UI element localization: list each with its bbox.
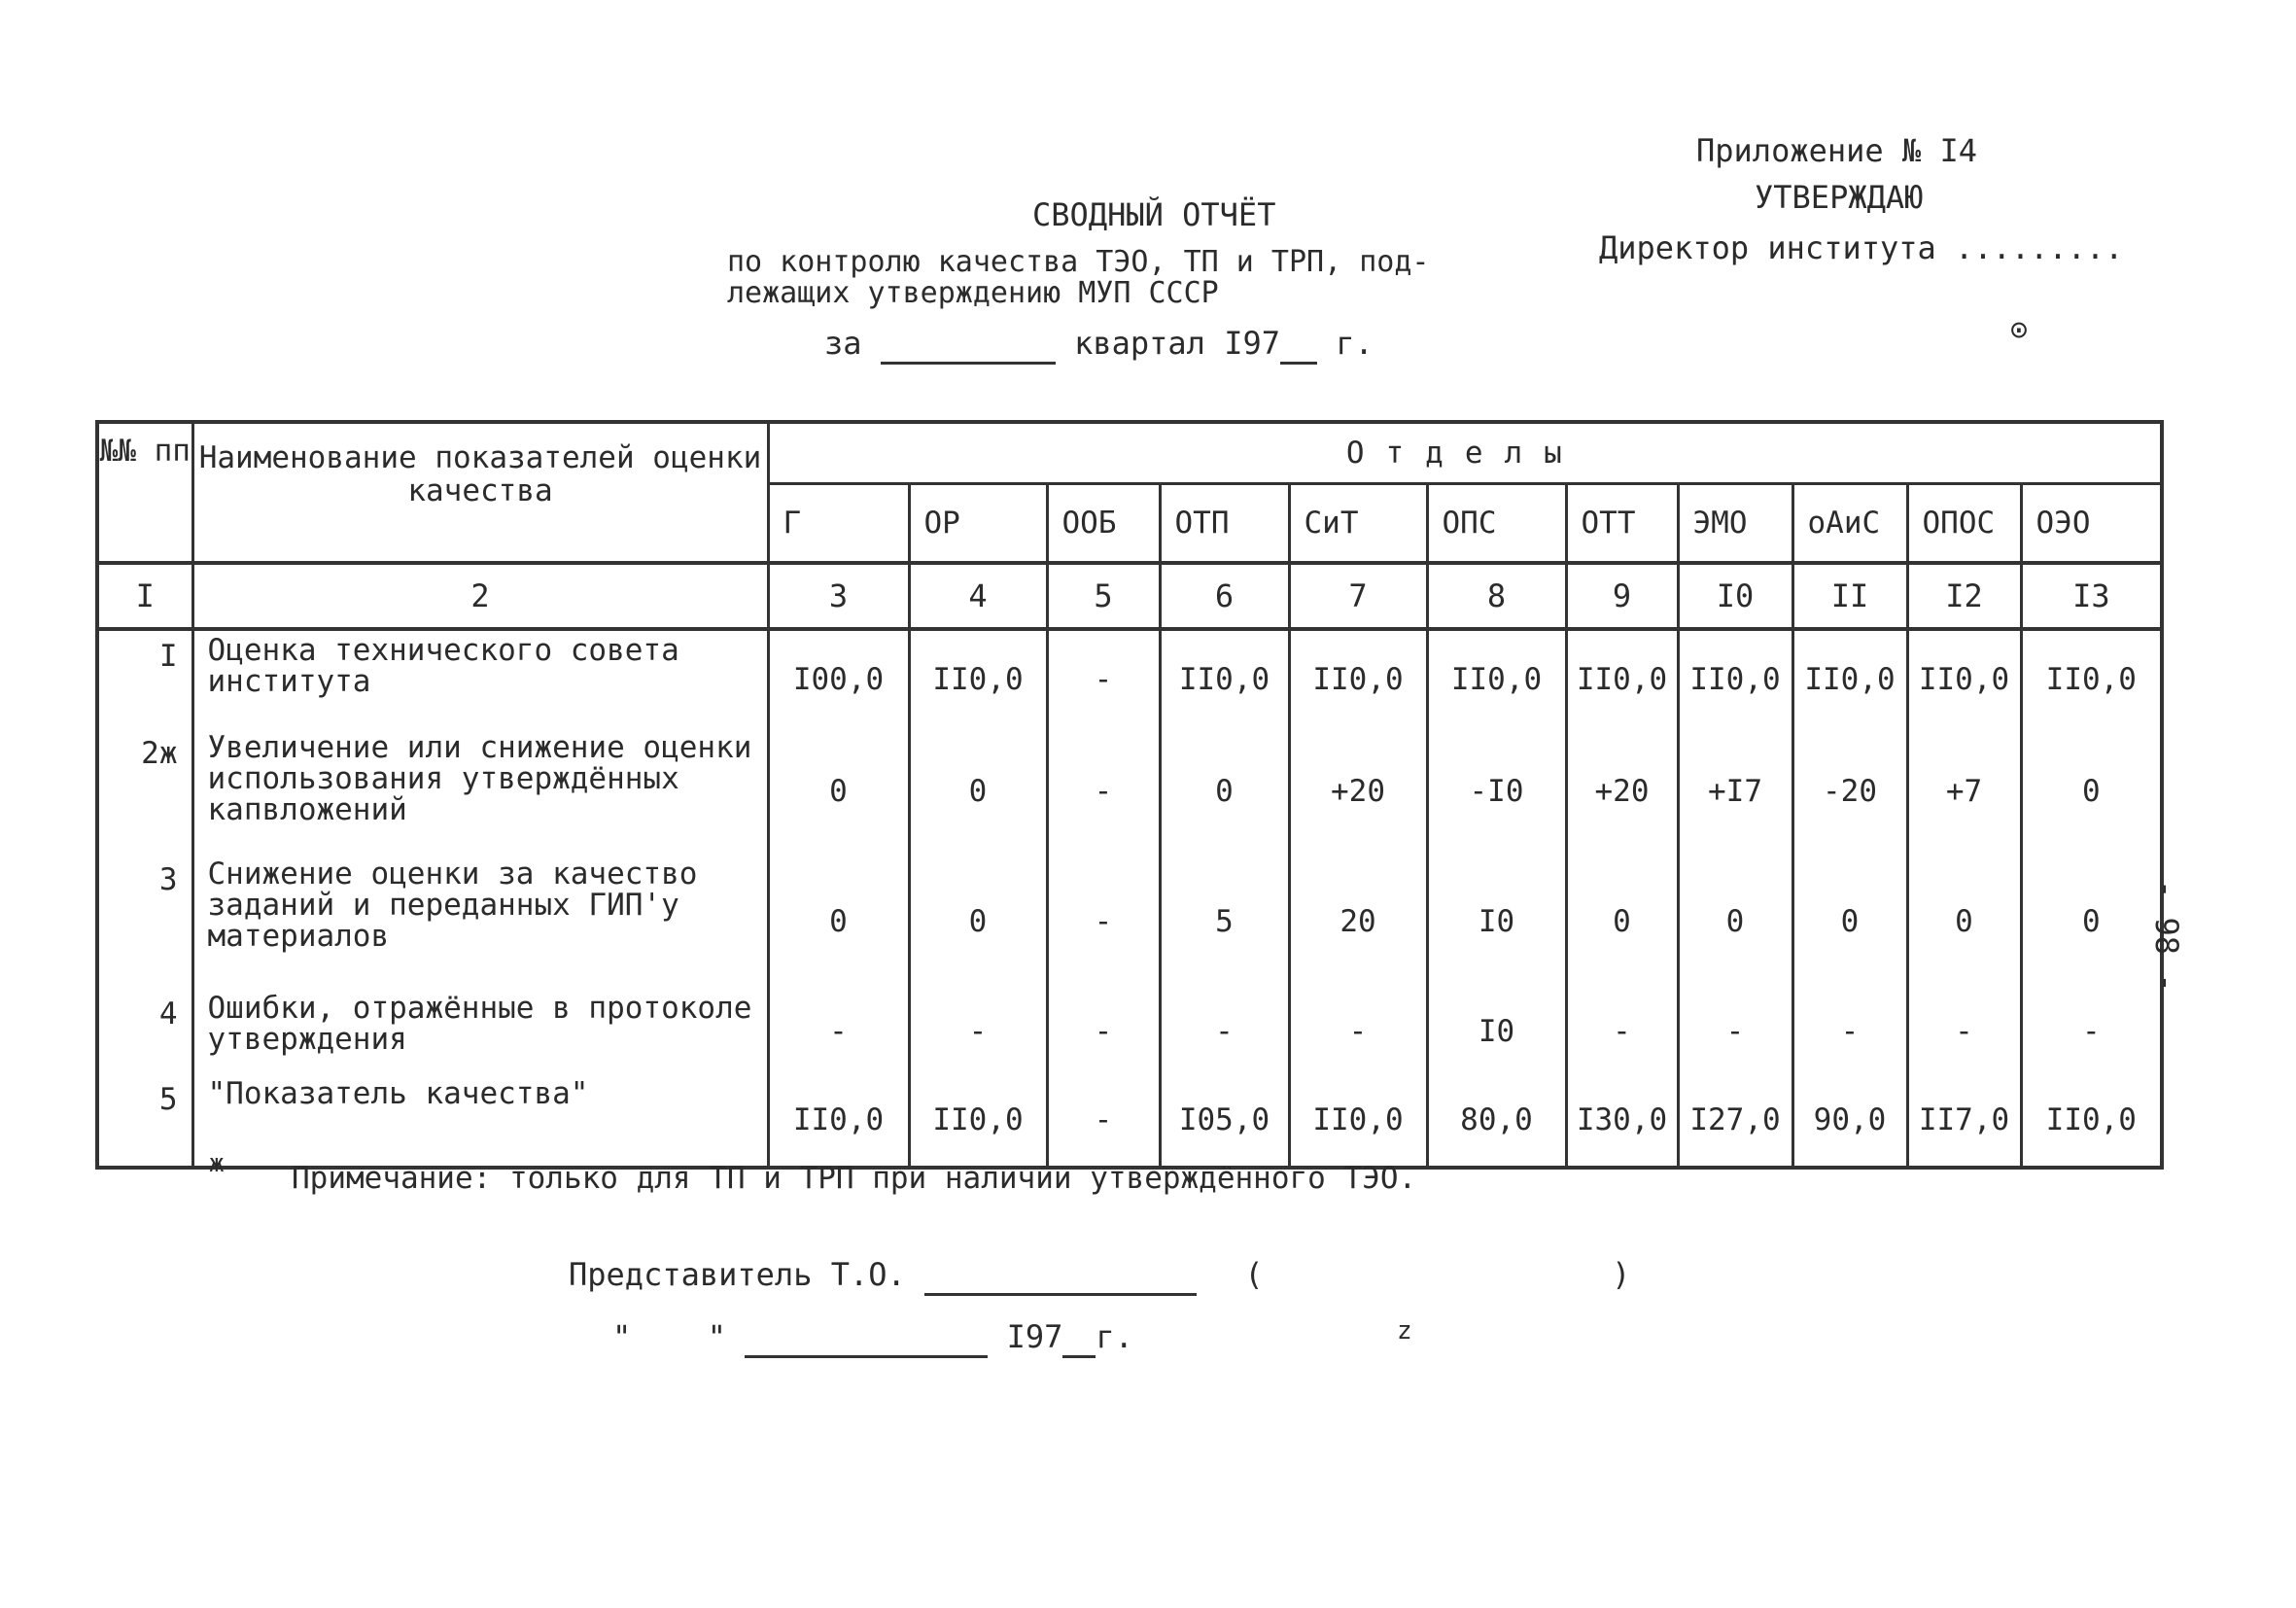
indicator-name: Ошибки, отражённые в протоколе утверждения (192, 989, 768, 1074)
value-cell: 0 (909, 855, 1047, 989)
row-number: 2ж (97, 728, 192, 855)
value-cell: 80,0 (1427, 1074, 1566, 1168)
column-number: 2 (192, 563, 768, 629)
indicator-name: Оценка технического совета института (192, 629, 768, 728)
value-cell: +7 (1907, 728, 2021, 855)
signature-mark: z (1397, 1316, 1412, 1346)
value-cell: 90,0 (1792, 1074, 1907, 1168)
value-cell: - (1047, 1074, 1160, 1168)
signature-paren-open: ( (1244, 1256, 1264, 1293)
value-cell: II0,0 (909, 629, 1047, 728)
date-quote-open: " (612, 1318, 632, 1355)
value-cell: II0,0 (1427, 629, 1566, 728)
value-cell: 20 (1289, 855, 1427, 989)
signature-blank (924, 1256, 1197, 1296)
value-cell: 0 (768, 728, 909, 855)
approval-appendix: Приложение № I4 (1696, 132, 1977, 169)
date-year-blank (1062, 1318, 1096, 1358)
column-number: 8 (1427, 563, 1566, 629)
value-cell: - (1047, 989, 1160, 1074)
table-body (97, 629, 2162, 1168)
value-cell: 0 (768, 855, 909, 989)
value-cell: - (1566, 989, 1678, 1074)
value-cell: 0 (1566, 855, 1678, 989)
value-cell: - (1289, 989, 1427, 1074)
value-cell: -I0 (1427, 728, 1566, 855)
table-row (97, 1074, 2162, 1168)
signature-paren-close: ) (1612, 1256, 1631, 1293)
value-cell: I30,0 (1566, 1074, 1678, 1168)
value-cell: - (1047, 855, 1160, 989)
report-title: СВОДНЫЙ ОТЧЁТ (1032, 196, 1276, 233)
approval-word: УТВЕРЖДАЮ (1755, 179, 1924, 216)
department-header: ОТТ (1566, 484, 1678, 564)
value-cell: II0,0 (2021, 1074, 2162, 1168)
row-number: 5 (97, 1074, 192, 1168)
column-number: 3 (768, 563, 909, 629)
column-number: 6 (1160, 563, 1289, 629)
department-header: оАиС (1792, 484, 1907, 564)
period-quarter-blank (881, 325, 1056, 365)
value-cell: I0 (1427, 855, 1566, 989)
value-cell: 0 (909, 728, 1047, 855)
value-cell: I27,0 (1678, 1074, 1792, 1168)
table-row (97, 629, 2162, 728)
signature-line (569, 1256, 1630, 1296)
footnote-mark: ж (209, 1149, 225, 1178)
value-cell: II0,0 (1907, 629, 2021, 728)
value-cell: II0,0 (1792, 629, 1907, 728)
footnote-text: Примечание: только для ТП и ТРП при наличии утверждённого ТЭО. (292, 1161, 1417, 1196)
table-row (97, 728, 2162, 855)
departments-group-header: Отделы (768, 422, 2162, 484)
value-cell: I05,0 (1160, 1074, 1289, 1168)
signature-name-space (1282, 1256, 1593, 1293)
row-number: 4 (97, 989, 192, 1074)
value-cell: II7,0 (1907, 1074, 2021, 1168)
value-cell: 0 (1678, 855, 1792, 989)
value-cell: +I7 (1678, 728, 1792, 855)
col-no-header: №№ пп (97, 422, 192, 563)
value-cell: - (2021, 989, 2162, 1074)
department-header: СиТ (1289, 484, 1427, 564)
column-number-row (97, 563, 2162, 629)
department-header: Г (768, 484, 909, 564)
value-cell: I0 (1427, 989, 1566, 1074)
value-cell: - (1047, 629, 1160, 728)
value-cell: +20 (1566, 728, 1678, 855)
value-cell: II0,0 (768, 1074, 909, 1168)
signature-label: Представитель Т.О. (569, 1256, 906, 1293)
value-cell: - (1907, 989, 2021, 1074)
value-cell: - (1160, 989, 1289, 1074)
value-cell: 0 (1792, 855, 1907, 989)
value-cell: 0 (2021, 855, 2162, 989)
page-number: - 98 - (2148, 880, 2185, 993)
value-cell: +20 (1289, 728, 1427, 855)
department-header: ООБ (1047, 484, 1160, 564)
value-cell: II0,0 (2021, 629, 2162, 728)
table-row (97, 989, 2162, 1074)
value-cell: - (1678, 989, 1792, 1074)
column-number: 5 (1047, 563, 1160, 629)
value-cell: - (909, 989, 1047, 1074)
column-number: II (1792, 563, 1907, 629)
value-cell: 0 (1907, 855, 2021, 989)
value-cell: II0,0 (1678, 629, 1792, 728)
indicator-name: "Показатель качества" (192, 1074, 768, 1168)
value-cell: I00,0 (768, 629, 909, 728)
value-cell: 0 (2021, 728, 2162, 855)
value-cell: - (768, 989, 909, 1074)
column-number: I3 (2021, 563, 2162, 629)
department-header: ОПОС (1907, 484, 2021, 564)
row-number: 3 (97, 855, 192, 989)
period-prefix: за (824, 325, 862, 362)
col-name-header: Наименование показателей оценки качества (192, 422, 768, 563)
stamp-mark: ⊙ (2010, 313, 2029, 347)
department-header: ОТП (1160, 484, 1289, 564)
value-cell: II0,0 (1566, 629, 1678, 728)
indicator-name: Увеличение или снижение оценки использования утверждённых капвложений (192, 728, 768, 855)
value-cell: 0 (1160, 728, 1289, 855)
report-subtitle-line-2: лежащих утверждению МУП СССР (727, 276, 1219, 310)
value-cell: II0,0 (1289, 629, 1427, 728)
row-number: I (97, 629, 192, 728)
value-cell: - (1792, 989, 1907, 1074)
period-line (824, 325, 1374, 365)
value-cell: II0,0 (1160, 629, 1289, 728)
column-number: 7 (1289, 563, 1427, 629)
table-row (97, 855, 2162, 989)
column-number: I (97, 563, 192, 629)
signature-date-line (612, 1318, 1133, 1358)
value-cell: 5 (1160, 855, 1289, 989)
column-number: I2 (1907, 563, 2021, 629)
column-number: I0 (1678, 563, 1792, 629)
period-suffix: г. (1336, 325, 1374, 362)
period-year-blank (1280, 325, 1317, 365)
report-subtitle-line-1: по контролю качества ТЭО, ТП и ТРП, под- (727, 245, 1430, 279)
department-header: ОР (909, 484, 1047, 564)
date-day-space (650, 1318, 689, 1355)
department-header: ОЭО (2021, 484, 2162, 564)
date-quote-close: " (707, 1318, 727, 1355)
value-cell: II0,0 (1289, 1074, 1427, 1168)
column-number: 9 (1566, 563, 1678, 629)
period-mid: квартал I97 (1074, 325, 1280, 362)
column-number: 4 (909, 563, 1047, 629)
value-cell: - (1047, 728, 1160, 855)
approval-director-line: Директор института ......... (1599, 229, 2124, 266)
department-header: ЭМО (1678, 484, 1792, 564)
date-year-suffix: г. (1096, 1318, 1133, 1355)
date-month-blank (745, 1318, 988, 1358)
indicator-name: Снижение оценки за качество заданий и переданных ГИП'у материалов (192, 855, 768, 989)
value-cell: -20 (1792, 728, 1907, 855)
date-year: I97 (1006, 1318, 1063, 1355)
quality-report-table (95, 420, 2164, 1170)
department-header: ОПС (1427, 484, 1566, 564)
value-cell: II0,0 (909, 1074, 1047, 1168)
